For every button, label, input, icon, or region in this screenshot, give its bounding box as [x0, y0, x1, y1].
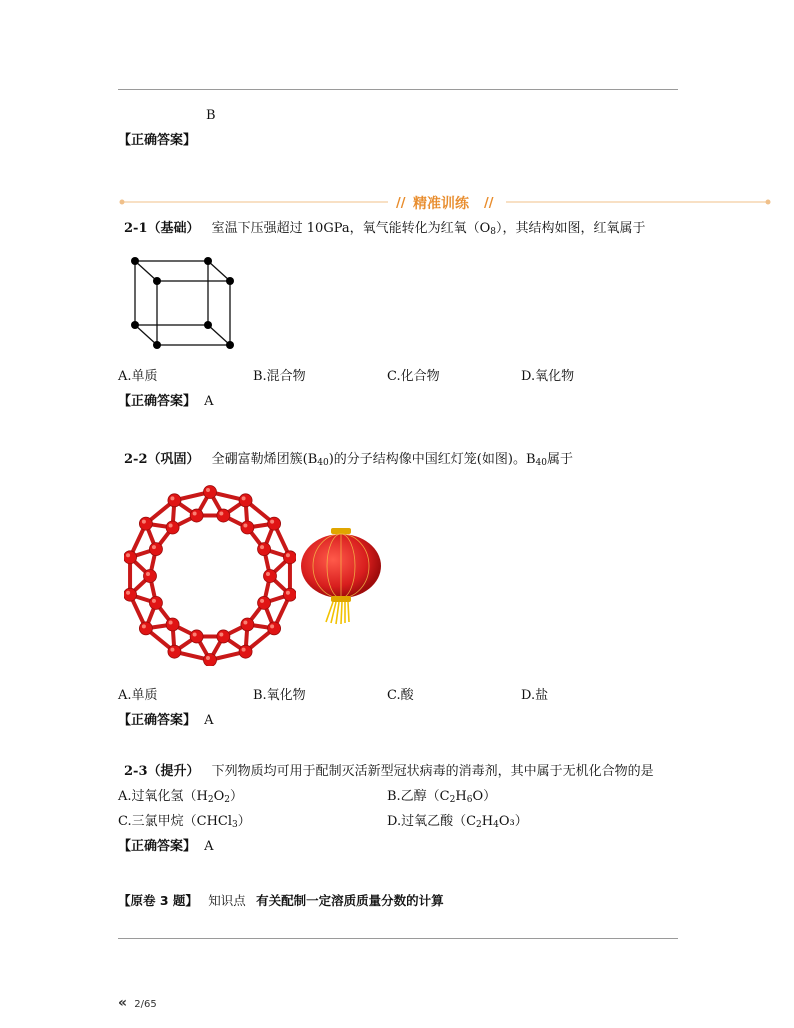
question-2-2: [124, 448, 684, 468]
answer-label: 【正确答案】: [118, 394, 197, 409]
cube-structure-figure: [128, 254, 240, 352]
option-c: C.酸: [387, 688, 414, 703]
atom-highlight: [260, 599, 264, 603]
atom-highlight: [206, 488, 210, 492]
option-text: H: [481, 814, 494, 829]
atom: [241, 618, 254, 631]
atom: [168, 645, 181, 658]
atom-highlight: [270, 520, 274, 524]
page-footer: [118, 995, 157, 1011]
question-text: 下列物质均可用于配制灭活新型冠状病毒的消毒剂，其中属于无机化合物的是: [211, 764, 654, 779]
atom-highlight: [169, 620, 173, 624]
option-text: C.三氯甲烷（CHCl: [118, 814, 233, 829]
prev-answer-letter: B: [206, 108, 216, 123]
red-lantern-figure: [298, 526, 384, 626]
atom: [217, 630, 230, 643]
option-b: B.混合物: [253, 369, 306, 384]
atom: [168, 494, 181, 507]
atom: [166, 618, 179, 631]
option-text: ）: [230, 789, 244, 804]
atom-highlight: [270, 624, 274, 628]
atom: [239, 645, 252, 658]
atom: [217, 509, 230, 522]
knowledge-point-label: 知识点: [208, 893, 246, 908]
question-2-1: [124, 217, 684, 237]
atom-highlight: [242, 648, 246, 652]
answer-2-1: [118, 390, 214, 409]
option-a: A.单质: [118, 369, 158, 384]
atom: [268, 517, 281, 530]
atom-highlight: [266, 572, 270, 576]
subscript: 2: [449, 795, 456, 805]
atom: [239, 494, 252, 507]
option-d: D.氧化物: [521, 369, 575, 384]
next-question-heading: [118, 891, 444, 909]
question-label: 2-1（基础）: [124, 221, 200, 236]
answer-value: A: [204, 394, 214, 409]
atom-highlight: [152, 545, 156, 549]
atom: [144, 570, 157, 583]
option-a: A.单质: [118, 688, 158, 703]
svg-text://: //: [484, 196, 494, 211]
atom: [149, 596, 162, 609]
question-text-after: ），其结构如图，红氧属于: [496, 221, 646, 236]
atom-highlight: [152, 599, 156, 603]
question-label: 2-3（提升）: [124, 764, 200, 779]
atom: [241, 521, 254, 534]
option-text: D.过氧乙酸（C: [387, 814, 477, 829]
atom-highlight: [193, 632, 197, 636]
footer-rule: [118, 938, 678, 939]
atom-highlight: [169, 524, 173, 528]
subscript: 8: [490, 227, 497, 237]
option-b: [387, 785, 496, 805]
atom: [268, 622, 281, 635]
atom: [204, 486, 217, 499]
option-text: O）: [472, 789, 497, 804]
atom: [124, 588, 137, 601]
option-d: [387, 810, 528, 830]
knowledge-point-title: 有关配制一定溶质质量分数的计算: [256, 893, 444, 908]
atom-highlight: [243, 620, 247, 624]
option-text: B.乙醇（C: [387, 789, 450, 804]
answer-2-2: [118, 709, 214, 728]
question-text: 室温下压强超过 10GPa，氧气能转化为红氧（O: [211, 221, 491, 236]
atom-highlight: [286, 591, 290, 595]
atom-highlight: [242, 496, 246, 500]
atom-highlight: [142, 624, 146, 628]
section-title: 精准训练: [413, 196, 469, 212]
atom: [124, 551, 137, 564]
option-text: O: [213, 789, 225, 804]
atom-highlight: [260, 545, 264, 549]
atom-highlight: [206, 656, 210, 660]
answer-value: A: [204, 713, 214, 728]
prev-answer-label: 【正确答案】: [118, 133, 197, 148]
original-question-label: 【原卷 3 题】: [118, 893, 198, 908]
option-text: O₃）: [498, 814, 528, 829]
page-number: 2/65: [134, 999, 157, 1010]
answer-label: 【正确答案】: [118, 713, 197, 728]
subscript: 4: [493, 820, 499, 830]
atom-highlight: [193, 512, 197, 516]
subscript: 2: [207, 795, 214, 805]
atom-highlight: [146, 572, 150, 576]
option-a: [118, 785, 243, 805]
question-2-3: [124, 760, 694, 779]
option-text: H: [455, 789, 467, 804]
answer-label: 【正确答案】: [118, 839, 197, 854]
atom: [283, 551, 296, 564]
atom-highlight: [219, 512, 223, 516]
question-text-mid: )的分子结构像中国红灯笼(如图)。B: [328, 452, 536, 467]
atom: [139, 517, 152, 530]
question-label: 2-2（巩固）: [124, 452, 200, 467]
atom: [264, 570, 277, 583]
atom: [258, 596, 271, 609]
subscript: 6: [466, 795, 473, 805]
subscript: 2: [224, 795, 230, 805]
option-b: B.氧化物: [253, 688, 306, 703]
svg-text://: //: [396, 196, 406, 211]
option-text: A.过氧化氢（H: [118, 789, 208, 804]
atom: [283, 588, 296, 601]
atom-highlight: [170, 496, 174, 500]
atom-highlight: [243, 524, 247, 528]
atom: [149, 543, 162, 556]
atom-highlight: [142, 520, 146, 524]
atom-highlight: [286, 553, 290, 557]
atom: [166, 521, 179, 534]
option-c: [118, 810, 251, 830]
answer-value: A: [204, 839, 214, 854]
header-rule: [118, 89, 678, 90]
atom-highlight: [219, 632, 223, 636]
question-text: 全硼富勒烯团簇(B: [211, 452, 318, 467]
atom: [139, 622, 152, 635]
atom: [204, 654, 217, 667]
subscript: 40: [535, 458, 547, 468]
option-d: D.盐: [521, 688, 549, 703]
atom-highlight: [170, 648, 174, 652]
atom-highlight: [126, 591, 130, 595]
atom: [190, 509, 203, 522]
b40-molecule-figure: [124, 484, 296, 666]
question-text-after: 属于: [546, 452, 573, 467]
option-c: C.化合物: [387, 369, 440, 384]
atom: [258, 543, 271, 556]
option-text: ）: [237, 814, 251, 829]
atom-highlight: [126, 553, 130, 557]
chevron-left-icon: «: [118, 995, 128, 1011]
subscript: 40: [317, 458, 329, 468]
subscript: 3: [232, 820, 238, 830]
answer-2-3: [118, 835, 214, 854]
atom: [190, 630, 203, 643]
subscript: 2: [476, 820, 482, 830]
